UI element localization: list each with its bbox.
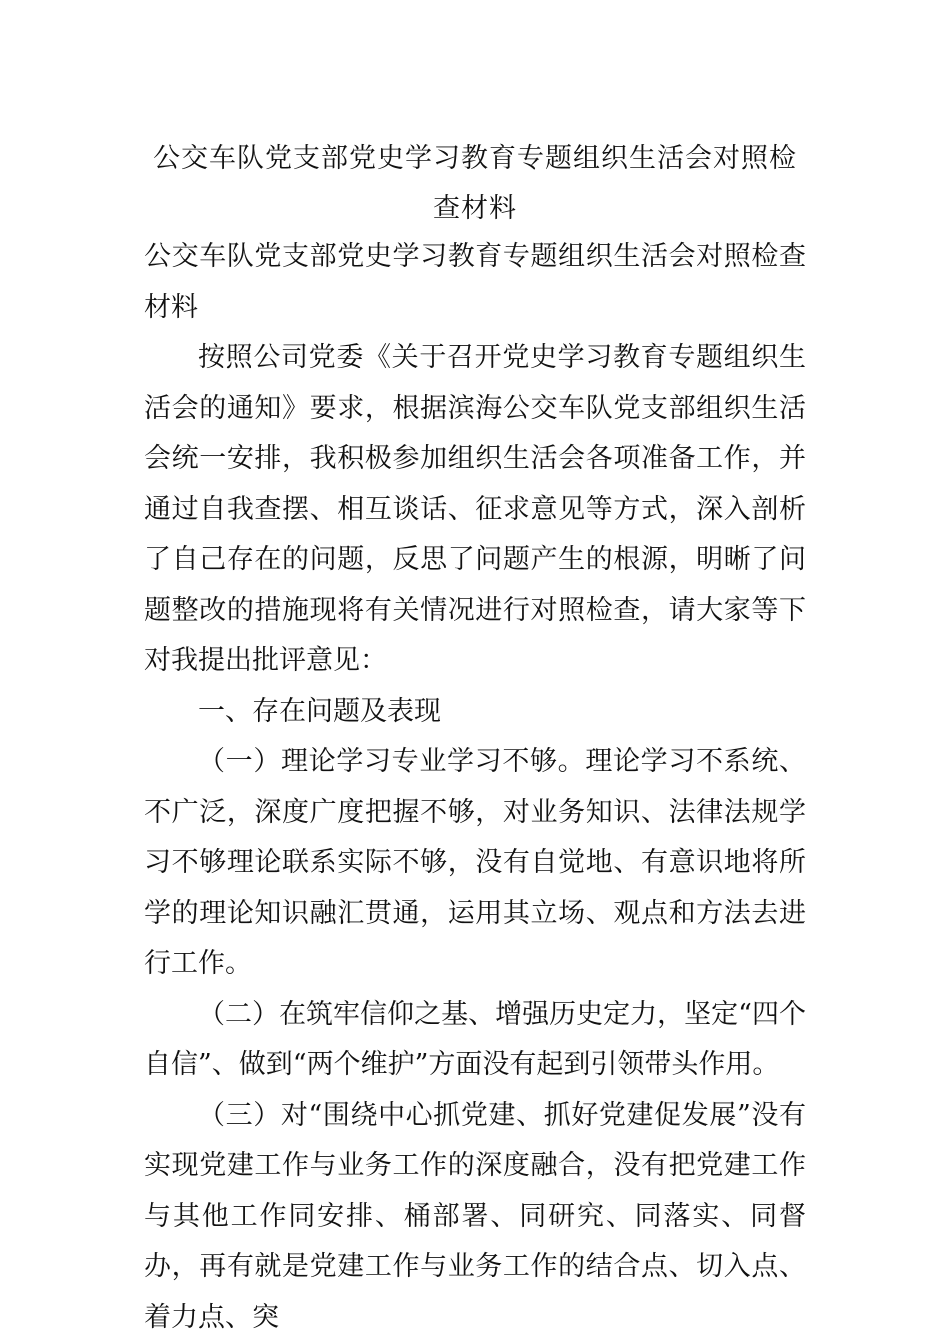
section-heading-problems: 一、存在问题及表现 bbox=[198, 695, 441, 727]
document-subtitle: 公交车队党支部党史学习教育专题组织生活会对照检查材料 bbox=[144, 241, 806, 323]
document-body bbox=[144, 232, 806, 1343]
document-title: 公交车队党支部党史学习教育专题组织生活会对照检查材料 bbox=[153, 143, 797, 224]
paragraph-item-1: （一）理论学习专业学习不够。理论学习不系统、不广泛，深度广度把握不够，对业务知识、法律法规学习不够理论联系实际不够，没有自觉地、有意识地将所学的理论知识融汇贯通，运用其立场、观点和方法去进行工作。 bbox=[144, 746, 806, 979]
paragraph-intro: 按照公司党委《关于召开党史学习教育专题组织生活会的通知》要求，根据滨海公交车队党支部组织生活会统一安排，我积极参加组织生活会各项准备工作，并通过自我查摆、相互谈话、征求意见等方式，深入剖析了自己存在的问题，反思了问题产生的根源，明晰了问题整改的措施现将有关情况进行对照检查，请大家等下对我提出批评意见： bbox=[144, 342, 806, 676]
paragraph-item-3: （三）对“围绕中心抓党建、抓好党建促发展”没有实现党建工作与业务工作的深度融合，没有把党建工作与其他工作同安排、桶部署、同研究、同落实、同督办，再有就是党建工作与业务工作的结合点、切入点、着力点、突 bbox=[144, 1099, 806, 1333]
paragraph-item-2: （二）在筑牢信仰之基、增强历史定力，坚定“四个自信”、做到“两个维护”方面没有起到引领带头作用。 bbox=[144, 998, 806, 1080]
